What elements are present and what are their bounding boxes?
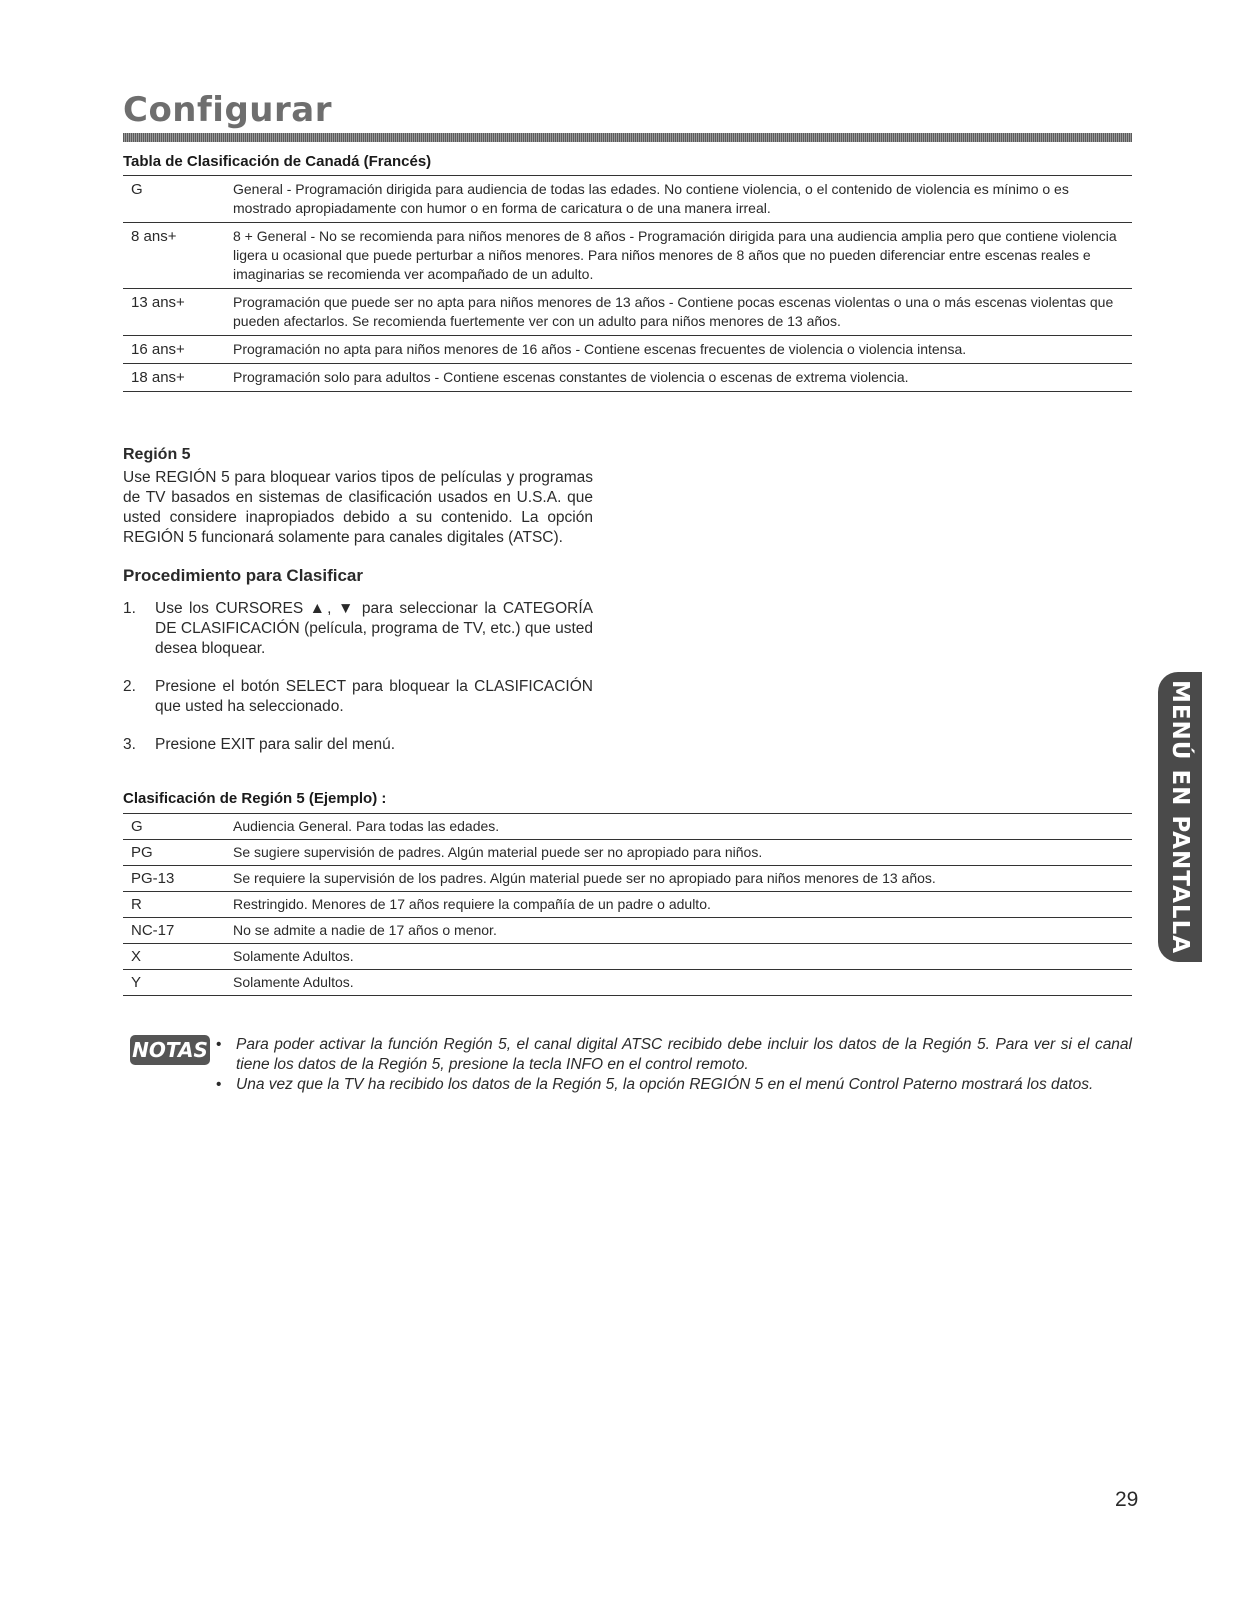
rating-code: G — [131, 818, 143, 835]
procedure-title: Procedimiento para Clasificar — [123, 566, 363, 585]
canada-table-heading: Tabla de Clasificación de Canadá (Francés) — [123, 153, 432, 170]
rating-description: Programación solo para adultos - Contiene escenas constantes de violencia o escenas de extrema violencia. — [233, 369, 909, 385]
table-row — [123, 223, 1132, 289]
table-row — [123, 289, 1132, 336]
rating-description: No se admite a nadie de 17 años o menor. — [233, 922, 497, 938]
notes-badge: NOTAS — [130, 1035, 210, 1065]
notes-list — [216, 1035, 1132, 1095]
step-text: Presione EXIT para salir del menú. — [155, 736, 396, 753]
table-row — [123, 866, 1132, 892]
list-item: • Para poder activar la función Región 5, el canal digital ATSC recibido debe incluir los datos de la Región 5. Para ver si el canal tiene los datos de la Región 5, presione la tecla INFO en el control remoto. — [216, 1035, 1132, 1075]
page-number: 29 — [1115, 1488, 1139, 1511]
list-item — [123, 599, 593, 659]
rating-code: 13 ans+ — [131, 294, 185, 311]
table-row — [123, 892, 1132, 918]
table-row — [123, 944, 1132, 970]
table-row — [123, 840, 1132, 866]
canada-rating-table — [123, 175, 1132, 392]
step-text: Use los CURSORES ▲, ▼ para seleccionar la CATEGORÍA DE CLASIFICACIÓN (película, programa de TV, etc.) que usted desea bloquear. — [155, 600, 593, 657]
step-text: Presione el botón SELECT para bloquear la CLASIFICACIÓN que usted ha seleccionado. — [155, 678, 593, 715]
table-row — [123, 970, 1132, 996]
region-table-heading: Clasificación de Región 5 (Ejemplo) : — [123, 790, 387, 807]
step-number: 3. — [123, 736, 136, 753]
step-number: 1. — [123, 600, 136, 617]
rating-description: General - Programación dirigida para audiencia de todas las edades. No contiene violencia, o el contenido de violencia es mínimo o es mostrado apropiadamente con humor o en forma de caricatura o de una manera irreal. — [233, 181, 1069, 216]
region5-description: Use REGIÓN 5 para bloquear varios tipos de películas y programas de TV basados en sistemas de clasificación usados en U.S.A. que usted considere inapropiados debido a su contenido. La opción REGIÓN 5 funcionará solamente para canales digitales (ATSC). — [123, 469, 593, 546]
table-row — [123, 364, 1132, 392]
rating-description: Se requiere la supervisión de los padres. Algún material puede ser no apropiado para niños menores de 13 años. — [233, 870, 936, 886]
page-title: Configurar — [123, 90, 332, 130]
rating-code: X — [131, 948, 142, 965]
rating-description: Se sugiere supervisión de padres. Algún material puede ser no apropiado para niños. — [233, 844, 763, 860]
title-rule — [123, 133, 1132, 142]
side-tab — [1158, 672, 1202, 962]
rating-description: Solamente Adultos. — [233, 948, 354, 964]
rating-code: PG-13 — [131, 870, 175, 887]
region5-title: Región 5 — [123, 446, 191, 463]
list-item — [123, 677, 593, 717]
table-row — [123, 814, 1132, 840]
rating-code: PG — [131, 844, 153, 861]
rating-code: G — [131, 181, 143, 198]
region5-rating-table — [123, 813, 1132, 996]
rating-code: 16 ans+ — [131, 341, 185, 358]
rating-description: Restringido. Menores de 17 años requiere la compañía de un padre o adulto. — [233, 896, 711, 912]
rating-code: Y — [131, 974, 142, 991]
rating-code: R — [131, 896, 142, 913]
table-row — [123, 176, 1132, 223]
side-tab-label: MENÚ EN PANTALLA — [1167, 679, 1193, 955]
step-number: 2. — [123, 678, 136, 695]
list-item — [123, 735, 593, 755]
rating-code: 8 ans+ — [131, 228, 177, 245]
table-row — [123, 336, 1132, 364]
table-row — [123, 918, 1132, 944]
rating-code: 18 ans+ — [131, 369, 185, 386]
rating-description: Solamente Adultos. — [233, 974, 354, 990]
rating-code: NC-17 — [131, 922, 175, 939]
procedure-steps — [123, 599, 593, 773]
list-item: • Una vez que la TV ha recibido los datos de la Región 5, la opción REGIÓN 5 en el menú Control Paterno mostrará los datos. — [216, 1075, 1132, 1095]
rating-description: 8 + General - No se recomienda para niños menores de 8 años - Programación dirigida para una audiencia amplia pero que contiene violencia ligera u ocasional que puede perturbar a niños menores. Para niños menores de 8 años que no pueden diferenciar entre escenas reales e imaginarias se recomienda ver acompañado de un adulto. — [233, 228, 1117, 282]
rating-description: Programación que puede ser no apta para niños menores de 13 años - Contiene pocas escenas violentas o una o más escenas violentas que pueden afectarlos. Se recomienda fuertemente ver con un adulto para niños menores de 13 años. — [233, 294, 1114, 329]
rating-description: Audiencia General. Para todas las edades. — [233, 818, 500, 834]
rating-description: Programación no apta para niños menores de 16 años - Contiene escenas frecuentes de violencia o violencia intensa. — [233, 341, 967, 357]
